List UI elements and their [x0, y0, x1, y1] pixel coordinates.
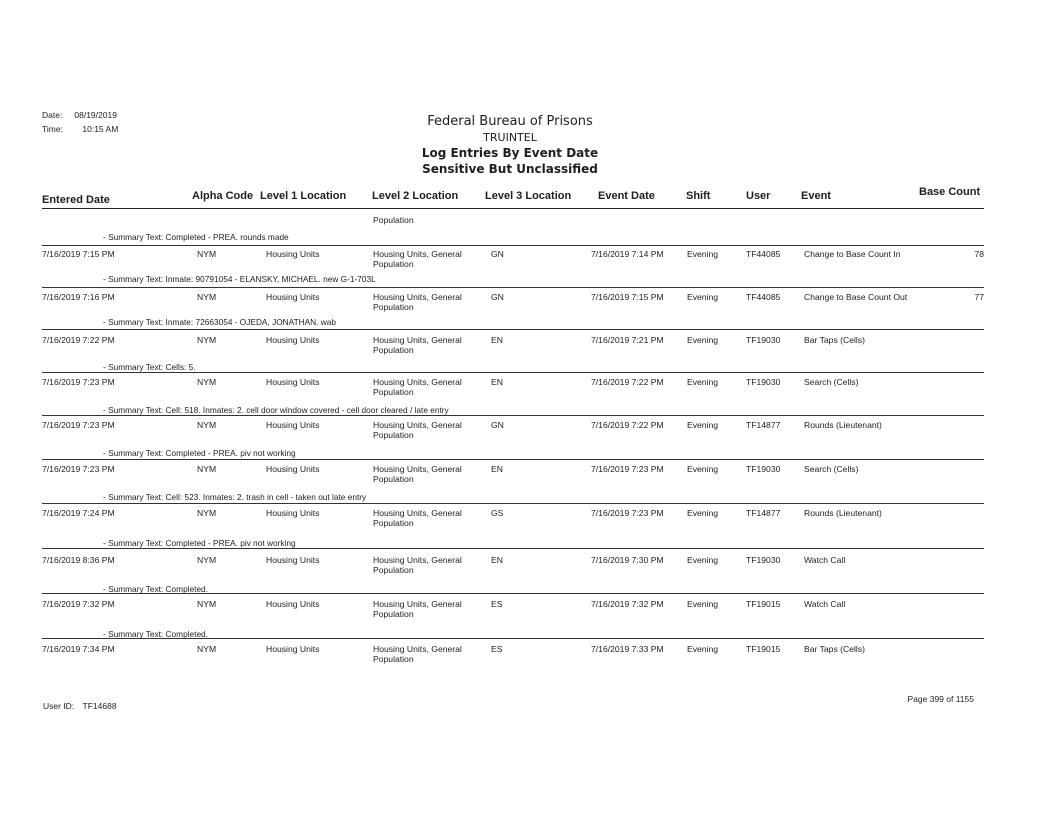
- alpha-code: NYM: [197, 377, 217, 387]
- event: Change to Base Count Out: [804, 292, 908, 302]
- user-id: TF14877: [746, 508, 781, 518]
- level3-location: EN: [491, 377, 503, 387]
- row-divider: [42, 638, 984, 639]
- org-title: Federal Bureau of Prisons: [427, 114, 593, 129]
- entered-date: 7/16/2019 7:23 PM: [42, 377, 115, 387]
- event: Watch Call: [804, 555, 846, 565]
- report-title: Log Entries By Event Date: [421, 146, 599, 160]
- level3-location: GN: [491, 249, 504, 259]
- summary-text: - Summary Text: Cells: 5.: [103, 362, 196, 372]
- alpha-code: NYM: [197, 555, 217, 565]
- user-id: TF19030: [746, 464, 781, 474]
- carryover-level2: Population: [373, 215, 414, 225]
- summary-text: - Summary Text: Completed.: [103, 584, 208, 594]
- entered-date: 7/16/2019 7:24 PM: [42, 508, 115, 518]
- level3-location: GS: [491, 508, 504, 518]
- alpha-code: NYM: [197, 249, 217, 259]
- event-date: 7/16/2019 7:23 PM: [591, 464, 664, 474]
- level1-location: Housing Units: [266, 599, 320, 609]
- level3-location: GN: [491, 292, 504, 302]
- row-divider: [42, 372, 984, 373]
- footer-user: [43, 701, 117, 711]
- time-label: Time:: [42, 124, 63, 134]
- event: Rounds (Lieutenant): [804, 508, 882, 518]
- report-time: [42, 124, 118, 134]
- date-value: 08/19/2019: [74, 110, 117, 120]
- level2-location: Housing Units, General Population: [373, 555, 462, 575]
- row-divider: [42, 415, 984, 416]
- user-id: TF14877: [746, 420, 781, 430]
- event-date: 7/16/2019 7:14 PM: [591, 249, 664, 259]
- entered-date: 7/16/2019 7:15 PM: [42, 249, 115, 259]
- row-divider: [42, 593, 984, 594]
- level3-location: GN: [491, 420, 504, 430]
- shift: Evening: [687, 335, 719, 345]
- user-id-label: User ID:: [43, 701, 75, 711]
- col-level3: Level 3 Location: [485, 190, 572, 202]
- entered-date: 7/16/2019 8:36 PM: [42, 555, 115, 565]
- page-number: Page 399 of 1155: [907, 694, 974, 704]
- col-event-date: Event Date: [598, 190, 655, 202]
- alpha-code: NYM: [197, 420, 217, 430]
- level2-location: Housing Units, General Population: [373, 249, 462, 269]
- date-label: Date:: [42, 110, 63, 120]
- shift: Evening: [687, 555, 719, 565]
- level3-location: EN: [491, 335, 503, 345]
- event: Bar Taps (Cells): [804, 335, 865, 345]
- summary-text: - Summary Text: Cell: 523. Inmates: 2. trash in cell - taken out late entry: [103, 492, 367, 502]
- level2-location: Housing Units, General Population: [373, 377, 462, 397]
- level2-location: Housing Units, General Population: [373, 599, 462, 619]
- col-alpha-code: Alpha Code: [192, 190, 254, 202]
- summary-text: - Summary Text: Inmate: 90791054 - ELANSKY, MICHAEL. new G-1-703L: [103, 274, 376, 284]
- col-event: Event: [801, 190, 831, 202]
- row-divider: [42, 503, 984, 504]
- base-count: 77: [974, 292, 984, 302]
- event: Change to Base Count In: [804, 249, 901, 259]
- system-title: TRUINTEL: [483, 131, 537, 144]
- alpha-code: NYM: [197, 508, 217, 518]
- level1-location: Housing Units: [266, 464, 320, 474]
- column-header: [42, 184, 984, 208]
- level3-location: ES: [491, 644, 503, 654]
- alpha-code: NYM: [197, 335, 217, 345]
- entered-date: 7/16/2019 7:22 PM: [42, 335, 115, 345]
- row-divider: [42, 287, 984, 288]
- summary-text: - Summary Text: Completed - PREA. piv not working: [103, 448, 296, 458]
- summary-text: - Summary Text: Cell: 518. Inmates: 2. cell door window covered - cell door cleared / late entry: [103, 405, 449, 415]
- alpha-code: NYM: [197, 644, 217, 654]
- event-date: 7/16/2019 7:22 PM: [591, 420, 664, 430]
- level2-location: Housing Units, General Population: [373, 335, 462, 355]
- row-divider: [42, 459, 984, 460]
- event: Search (Cells): [804, 464, 859, 474]
- level1-location: Housing Units: [266, 377, 320, 387]
- shift: Evening: [687, 599, 719, 609]
- shift: Evening: [687, 420, 719, 430]
- shift: Evening: [687, 508, 719, 518]
- user-id: TF44085: [746, 249, 781, 259]
- summary-text: - Summary Text: Completed - PREA. piv not working: [103, 538, 296, 548]
- shift: Evening: [687, 377, 719, 387]
- event-date: 7/16/2019 7:32 PM: [591, 599, 664, 609]
- level2-location: Housing Units, General Population: [373, 508, 462, 528]
- col-level2: Level 2 Location: [372, 190, 459, 202]
- event-date: 7/16/2019 7:30 PM: [591, 555, 664, 565]
- col-entered-date: Entered Date: [42, 194, 110, 206]
- event-date: 7/16/2019 7:15 PM: [591, 292, 664, 302]
- level2-location: Housing Units, General Population: [373, 420, 462, 440]
- level1-location: Housing Units: [266, 555, 320, 565]
- level2-location: Housing Units, General Population: [373, 292, 462, 312]
- alpha-code: NYM: [197, 292, 217, 302]
- event: Bar Taps (Cells): [804, 644, 865, 654]
- event-date: 7/16/2019 7:21 PM: [591, 335, 664, 345]
- alpha-code: NYM: [197, 599, 217, 609]
- level3-location: EN: [491, 464, 503, 474]
- user-id: TF19030: [746, 555, 781, 565]
- row-divider: [42, 245, 984, 246]
- level1-location: Housing Units: [266, 508, 320, 518]
- shift: Evening: [687, 464, 719, 474]
- col-base-count: Base Count: [919, 186, 981, 198]
- level1-location: Housing Units: [266, 420, 320, 430]
- event-date: 7/16/2019 7:33 PM: [591, 644, 664, 654]
- user-id: TF19030: [746, 335, 781, 345]
- level1-location: Housing Units: [266, 292, 320, 302]
- event-date: 7/16/2019 7:22 PM: [591, 377, 664, 387]
- time-value: 10:15 AM: [82, 124, 119, 134]
- carryover-summary: - Summary Text: Completed - PREA. rounds made: [103, 232, 289, 242]
- event-date: 7/16/2019 7:23 PM: [591, 508, 664, 518]
- header-rule: [42, 208, 984, 209]
- user-id: TF19015: [746, 599, 781, 609]
- level1-location: Housing Units: [266, 249, 320, 259]
- user-id: TF44085: [746, 292, 781, 302]
- col-level1: Level 1 Location: [260, 190, 347, 202]
- event: Watch Call: [804, 599, 846, 609]
- col-shift: Shift: [686, 190, 711, 202]
- event: Search (Cells): [804, 377, 859, 387]
- entered-date: 7/16/2019 7:16 PM: [42, 292, 115, 302]
- base-count: 78: [974, 249, 984, 259]
- user-id-value: TF14688: [82, 701, 117, 711]
- shift: Evening: [687, 644, 719, 654]
- event: Rounds (Lieutenant): [804, 420, 882, 430]
- level2-location: Housing Units, General Population: [373, 464, 462, 484]
- entered-date: 7/16/2019 7:34 PM: [42, 644, 115, 654]
- alpha-code: NYM: [197, 464, 217, 474]
- row-divider: [42, 548, 984, 549]
- summary-text: - Summary Text: Completed.: [103, 629, 208, 639]
- shift: Evening: [687, 292, 719, 302]
- level2-location: Housing Units, General Population: [373, 644, 462, 664]
- row-divider: [42, 329, 984, 330]
- report-date: [42, 110, 117, 120]
- report-titles: [380, 113, 640, 177]
- entered-date: 7/16/2019 7:23 PM: [42, 420, 115, 430]
- entered-date: 7/16/2019 7:23 PM: [42, 464, 115, 474]
- level1-location: Housing Units: [266, 644, 320, 654]
- level3-location: EN: [491, 555, 503, 565]
- level3-location: ES: [491, 599, 503, 609]
- entered-date: 7/16/2019 7:32 PM: [42, 599, 115, 609]
- classification-title: Sensitive But Unclassified: [422, 162, 598, 176]
- summary-text: - Summary Text: Inmate: 72663054 - OJEDA, JONATHAN. wab: [103, 317, 337, 327]
- user-id: TF19030: [746, 377, 781, 387]
- col-user: User: [746, 190, 771, 202]
- user-id: TF19015: [746, 644, 781, 654]
- shift: Evening: [687, 249, 719, 259]
- level1-location: Housing Units: [266, 335, 320, 345]
